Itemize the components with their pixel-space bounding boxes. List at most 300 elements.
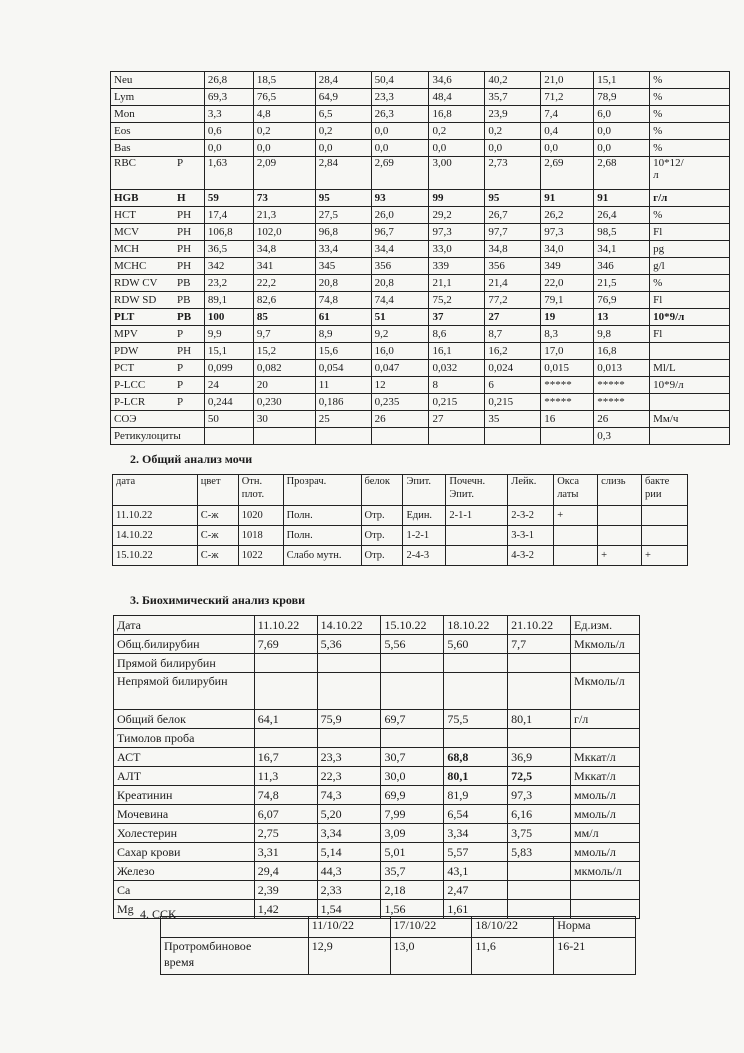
value-cell: 97,3 — [541, 224, 594, 241]
value-cell — [381, 654, 444, 673]
param-name: Холестерин — [114, 824, 255, 843]
value-cell: 6,5 — [315, 106, 371, 123]
value-cell: 0,215 — [429, 394, 485, 411]
value-cell: 0,0 — [204, 140, 253, 157]
value-cell: 16 — [541, 411, 594, 428]
param-flag: P — [177, 362, 184, 374]
value-cell: 27,5 — [315, 207, 371, 224]
value-cell: 0,0 — [371, 123, 429, 140]
unit-cell: g/l — [650, 258, 730, 275]
param-name-cell — [111, 292, 205, 309]
value-cell: 21,5 — [594, 275, 650, 292]
column-header: Дата — [114, 616, 255, 635]
value-cell: 36,5 — [204, 241, 253, 258]
unit-cell: Fl — [650, 224, 730, 241]
value-cell: 82,6 — [253, 292, 315, 309]
value-cell: Слабо мутн. — [283, 546, 361, 566]
table-row — [111, 275, 730, 292]
value-cell: 23,9 — [485, 106, 541, 123]
value-cell: 3,34 — [317, 824, 381, 843]
value-cell: 2,33 — [317, 881, 381, 900]
unit-cell: % — [650, 207, 730, 224]
value-cell: 30,7 — [381, 748, 444, 767]
value-cell — [642, 526, 688, 546]
value-cell — [508, 673, 571, 710]
param-name: RBC — [114, 157, 137, 169]
value-cell: 0,0 — [541, 140, 594, 157]
param-flag: P — [177, 396, 184, 408]
param-name-cell — [111, 140, 205, 157]
value-cell: 2,73 — [485, 157, 541, 190]
param-name-cell — [111, 157, 205, 190]
value-cell: 0,099 — [204, 360, 253, 377]
table-row — [111, 343, 730, 360]
value-cell — [429, 428, 485, 445]
param-name: Mon — [114, 108, 135, 120]
value-cell: 30,0 — [381, 767, 444, 786]
value-cell: 5,83 — [508, 843, 571, 862]
param-name: Ca — [114, 881, 255, 900]
table-row — [111, 411, 730, 428]
value-cell: 1,42 — [254, 900, 317, 919]
value-cell: 5,20 — [317, 805, 381, 824]
value-cell: 6,07 — [254, 805, 317, 824]
value-cell — [446, 546, 508, 566]
value-cell: 0,2 — [429, 123, 485, 140]
param-name: MCHC — [114, 260, 147, 272]
param-name-cell — [111, 106, 205, 123]
param-name-cell — [111, 258, 205, 275]
value-cell: 356 — [371, 258, 429, 275]
unit-cell: % — [650, 106, 730, 123]
value-cell: 8,7 — [485, 326, 541, 343]
value-cell: 37 — [429, 309, 485, 326]
value-cell: 0,024 — [485, 360, 541, 377]
unit-cell — [650, 343, 730, 360]
column-header: 11/10/22 — [308, 917, 390, 938]
value-cell: 15,2 — [253, 343, 315, 360]
column-header: Лейк. — [508, 475, 554, 506]
value-cell: 3,3 — [204, 106, 253, 123]
unit-cell: % — [650, 72, 730, 89]
value-cell: 72,5 — [508, 767, 571, 786]
param-name: Ретикулоциты — [114, 430, 181, 442]
param-name-cell — [111, 72, 205, 89]
coag-table — [160, 916, 636, 975]
value-cell — [446, 526, 508, 546]
value-cell: 15.10.22 — [113, 546, 198, 566]
value-cell: Отр. — [361, 526, 403, 546]
value-cell: 75,5 — [444, 710, 508, 729]
unit-cell: pg — [650, 241, 730, 258]
param-name-cell — [111, 89, 205, 106]
value-cell: Един. — [403, 506, 446, 526]
value-cell: 29,4 — [254, 862, 317, 881]
param-name: Тимолов проба — [114, 729, 255, 748]
table-row — [111, 309, 730, 326]
value-cell: 26,4 — [594, 207, 650, 224]
value-cell: мкмоль/л — [571, 862, 640, 881]
param-name-cell — [111, 360, 205, 377]
value-cell: 75,9 — [317, 710, 381, 729]
value-cell — [254, 673, 317, 710]
value-cell: 2,18 — [381, 881, 444, 900]
param-name: Железо — [114, 862, 255, 881]
param-name-cell — [111, 428, 205, 445]
value-cell: 35,7 — [485, 89, 541, 106]
table-row — [114, 805, 640, 824]
param-name: PLT — [114, 311, 135, 323]
value-cell: 3,00 — [429, 157, 485, 190]
value-cell: 341 — [253, 258, 315, 275]
value-cell: 93 — [371, 190, 429, 207]
column-header: Окса латы — [554, 475, 598, 506]
value-cell — [317, 673, 381, 710]
value-cell: 26,2 — [541, 207, 594, 224]
table-row — [111, 123, 730, 140]
cbc-table — [110, 71, 730, 445]
value-cell — [444, 729, 508, 748]
value-cell: 36,9 — [508, 748, 571, 767]
value-cell: 18,5 — [253, 72, 315, 89]
value-cell: 13 — [594, 309, 650, 326]
value-cell: 24 — [204, 377, 253, 394]
value-cell — [371, 428, 429, 445]
value-cell: 74,8 — [315, 292, 371, 309]
table-row — [111, 140, 730, 157]
column-header: Ед.изм. — [571, 616, 640, 635]
value-cell: 17,0 — [541, 343, 594, 360]
param-name-cell — [111, 326, 205, 343]
value-cell — [508, 862, 571, 881]
value-cell: 5,01 — [381, 843, 444, 862]
value-cell: Полн. — [283, 526, 361, 546]
value-cell: ***** — [594, 394, 650, 411]
value-cell: 16,0 — [371, 343, 429, 360]
value-cell: С-ж — [197, 546, 238, 566]
value-cell: 95 — [485, 190, 541, 207]
table-row — [111, 72, 730, 89]
value-cell: 0,230 — [253, 394, 315, 411]
unit-cell: % — [650, 89, 730, 106]
param-flag: P — [177, 379, 184, 391]
urine-section-title: 2. Общий анализ мочи — [130, 452, 253, 466]
value-cell: 0,186 — [315, 394, 371, 411]
value-cell: 3,31 — [254, 843, 317, 862]
value-cell: 356 — [485, 258, 541, 275]
value-cell: 59 — [204, 190, 253, 207]
value-cell: 5,57 — [444, 843, 508, 862]
column-header: Отн. плот. — [238, 475, 283, 506]
value-cell: Мкмоль/л — [571, 635, 640, 654]
table-row — [111, 394, 730, 411]
value-cell: Отр. — [361, 546, 403, 566]
value-cell — [254, 729, 317, 748]
param-flag: P — [177, 328, 184, 340]
table-row — [114, 786, 640, 805]
value-cell: 33,4 — [315, 241, 371, 258]
param-name: АСТ — [114, 748, 255, 767]
unit-cell — [650, 394, 730, 411]
table-row — [111, 428, 730, 445]
param-flag: PH — [177, 260, 192, 272]
value-cell — [508, 729, 571, 748]
param-name: Lym — [114, 91, 135, 103]
value-cell: 0,015 — [541, 360, 594, 377]
value-cell: 0,0 — [594, 123, 650, 140]
value-cell: 0,235 — [371, 394, 429, 411]
param-name: MCV — [114, 226, 140, 238]
value-cell: 0,0 — [253, 140, 315, 157]
value-cell: 2,69 — [371, 157, 429, 190]
value-cell: 34,0 — [541, 241, 594, 258]
table-row — [111, 190, 730, 207]
value-cell: 7,4 — [541, 106, 594, 123]
column-header: Почечн. Эпит. — [446, 475, 508, 506]
value-cell: 77,2 — [485, 292, 541, 309]
value-cell — [317, 729, 381, 748]
value-cell: 8,6 — [429, 326, 485, 343]
value-cell: Полн. — [283, 506, 361, 526]
param-flag: PH — [177, 209, 192, 221]
column-header: белок — [361, 475, 403, 506]
coag-section-title: 4. ССК — [140, 907, 177, 921]
value-cell: С-ж — [197, 506, 238, 526]
value-cell: 15,6 — [315, 343, 371, 360]
table-row — [111, 89, 730, 106]
value-cell: 1,56 — [381, 900, 444, 919]
value-cell: 80,1 — [508, 710, 571, 729]
value-cell: 14.10.22 — [113, 526, 198, 546]
param-name: PDW — [114, 345, 139, 357]
value-cell: 40,2 — [485, 72, 541, 89]
value-cell: Мккат/л — [571, 748, 640, 767]
value-cell — [485, 428, 541, 445]
value-cell: 17,4 — [204, 207, 253, 224]
header-row — [114, 616, 640, 635]
value-cell: 9,9 — [204, 326, 253, 343]
table-row — [114, 843, 640, 862]
column-header: 11.10.22 — [254, 616, 317, 635]
value-cell: 9,2 — [371, 326, 429, 343]
value-cell: 16,1 — [429, 343, 485, 360]
value-cell — [381, 729, 444, 748]
value-cell: 96,7 — [371, 224, 429, 241]
value-cell: 0,047 — [371, 360, 429, 377]
value-cell: 78,9 — [594, 89, 650, 106]
value-cell — [315, 428, 371, 445]
table-row — [111, 326, 730, 343]
param-name: P-LCR — [114, 396, 146, 408]
urine-table — [112, 474, 688, 566]
value-cell: 100 — [204, 309, 253, 326]
value-cell: 349 — [541, 258, 594, 275]
value-cell: 26 — [594, 411, 650, 428]
value-cell — [204, 428, 253, 445]
value-cell: 7,99 — [381, 805, 444, 824]
value-cell: 345 — [315, 258, 371, 275]
value-cell — [642, 506, 688, 526]
value-cell: 2-3-2 — [508, 506, 554, 526]
value-cell — [444, 654, 508, 673]
value-cell: 85 — [253, 309, 315, 326]
value-cell: С-ж — [197, 526, 238, 546]
value-cell: 1018 — [238, 526, 283, 546]
param-name-cell — [111, 241, 205, 258]
value-cell: 4-3-2 — [508, 546, 554, 566]
param-name: RDW SD — [114, 294, 157, 306]
value-cell: 16,7 — [254, 748, 317, 767]
table-row — [113, 546, 688, 566]
table-row — [114, 729, 640, 748]
header-row — [161, 917, 636, 938]
value-cell: 89,1 — [204, 292, 253, 309]
value-cell: 30 — [253, 411, 315, 428]
value-cell: 50,4 — [371, 72, 429, 89]
value-cell: 0,2 — [253, 123, 315, 140]
biochem-table — [113, 615, 640, 919]
value-cell: 0,013 — [594, 360, 650, 377]
param-name: PCT — [114, 362, 135, 374]
param-name-cell — [111, 207, 205, 224]
value-cell: 2,68 — [594, 157, 650, 190]
value-cell: 0,0 — [485, 140, 541, 157]
value-cell — [253, 428, 315, 445]
value-cell: 20,8 — [371, 275, 429, 292]
value-cell: 2,84 — [315, 157, 371, 190]
value-cell: 69,7 — [381, 710, 444, 729]
value-cell: 95 — [315, 190, 371, 207]
value-cell: 8 — [429, 377, 485, 394]
column-header: слизь — [598, 475, 642, 506]
value-cell: 11 — [315, 377, 371, 394]
param-name: RDW CV — [114, 277, 158, 289]
param-flag: PB — [177, 311, 192, 323]
value-cell: + — [598, 546, 642, 566]
value-cell: 1,61 — [444, 900, 508, 919]
value-cell: 16,8 — [594, 343, 650, 360]
value-cell: Мккат/л — [571, 767, 640, 786]
value-cell: 74,4 — [371, 292, 429, 309]
value-cell: 22,0 — [541, 275, 594, 292]
value-cell: 21,4 — [485, 275, 541, 292]
value-cell: 3-3-1 — [508, 526, 554, 546]
column-header: 18.10.22 — [444, 616, 508, 635]
value-cell: 0,3 — [594, 428, 650, 445]
value-cell: 1-2-1 — [403, 526, 446, 546]
value-cell: 0,032 — [429, 360, 485, 377]
column-header: 21.10.22 — [508, 616, 571, 635]
value-cell: 23,3 — [371, 89, 429, 106]
table-row — [114, 710, 640, 729]
param-name: MPV — [114, 328, 138, 340]
value-cell: 1020 — [238, 506, 283, 526]
table-row — [113, 506, 688, 526]
unit-cell: % — [650, 123, 730, 140]
value-cell: 2,75 — [254, 824, 317, 843]
param-flag: P — [177, 157, 184, 169]
column-header: Норма — [554, 917, 636, 938]
value-cell — [317, 654, 381, 673]
value-cell: 68,8 — [444, 748, 508, 767]
param-name-cell — [111, 411, 205, 428]
column-header: 17/10/22 — [390, 917, 472, 938]
table-row — [114, 767, 640, 786]
value-cell: 0,4 — [541, 123, 594, 140]
value-cell: 99 — [429, 190, 485, 207]
param-flag: PH — [177, 226, 192, 238]
value-cell — [571, 881, 640, 900]
value-cell: 0,244 — [204, 394, 253, 411]
value-cell: 97,7 — [485, 224, 541, 241]
value-cell: 0,6 — [204, 123, 253, 140]
param-name: HGB — [114, 192, 139, 204]
table-row — [111, 258, 730, 275]
value-cell: 71,2 — [541, 89, 594, 106]
param-flag: PH — [177, 243, 192, 255]
param-name: Bas — [114, 142, 131, 154]
value-cell: 26,3 — [371, 106, 429, 123]
column-header: цвет — [197, 475, 238, 506]
value-cell: 3,75 — [508, 824, 571, 843]
value-cell: 98,5 — [594, 224, 650, 241]
value-cell: 5,60 — [444, 635, 508, 654]
value-cell: 346 — [594, 258, 650, 275]
value-cell: 9,8 — [594, 326, 650, 343]
value-cell: 16-21 — [554, 938, 636, 975]
table-row — [111, 224, 730, 241]
value-cell: 16,8 — [429, 106, 485, 123]
value-cell: 5,14 — [317, 843, 381, 862]
value-cell — [444, 673, 508, 710]
table-row — [111, 292, 730, 309]
value-cell: 11,3 — [254, 767, 317, 786]
value-cell: 74,8 — [254, 786, 317, 805]
value-cell: 0,215 — [485, 394, 541, 411]
value-cell: 76,5 — [253, 89, 315, 106]
value-cell: 2,69 — [541, 157, 594, 190]
value-cell — [598, 526, 642, 546]
value-cell: 69,9 — [381, 786, 444, 805]
param-name: P-LCC — [114, 379, 146, 391]
value-cell: 21,3 — [253, 207, 315, 224]
value-cell: 34,6 — [429, 72, 485, 89]
value-cell: 342 — [204, 258, 253, 275]
value-cell: 16,2 — [485, 343, 541, 360]
value-cell: 7,69 — [254, 635, 317, 654]
value-cell: 50 — [204, 411, 253, 428]
value-cell: 102,0 — [253, 224, 315, 241]
param-name: АЛТ — [114, 767, 255, 786]
value-cell: 64,9 — [315, 89, 371, 106]
column-header: 14.10.22 — [317, 616, 381, 635]
value-cell: 5,36 — [317, 635, 381, 654]
value-cell: 96,8 — [315, 224, 371, 241]
param-name: Мочевина — [114, 805, 255, 824]
value-cell: 35 — [485, 411, 541, 428]
value-cell: + — [642, 546, 688, 566]
column-header: бакте рии — [642, 475, 688, 506]
param-name-cell — [111, 377, 205, 394]
param-name: Mg — [114, 900, 255, 919]
value-cell: 23,3 — [317, 748, 381, 767]
value-cell: 22,2 — [253, 275, 315, 292]
value-cell: + — [554, 506, 598, 526]
value-cell: 97,3 — [429, 224, 485, 241]
value-cell: 27 — [429, 411, 485, 428]
value-cell: г/л — [571, 710, 640, 729]
value-cell: 0,0 — [594, 140, 650, 157]
